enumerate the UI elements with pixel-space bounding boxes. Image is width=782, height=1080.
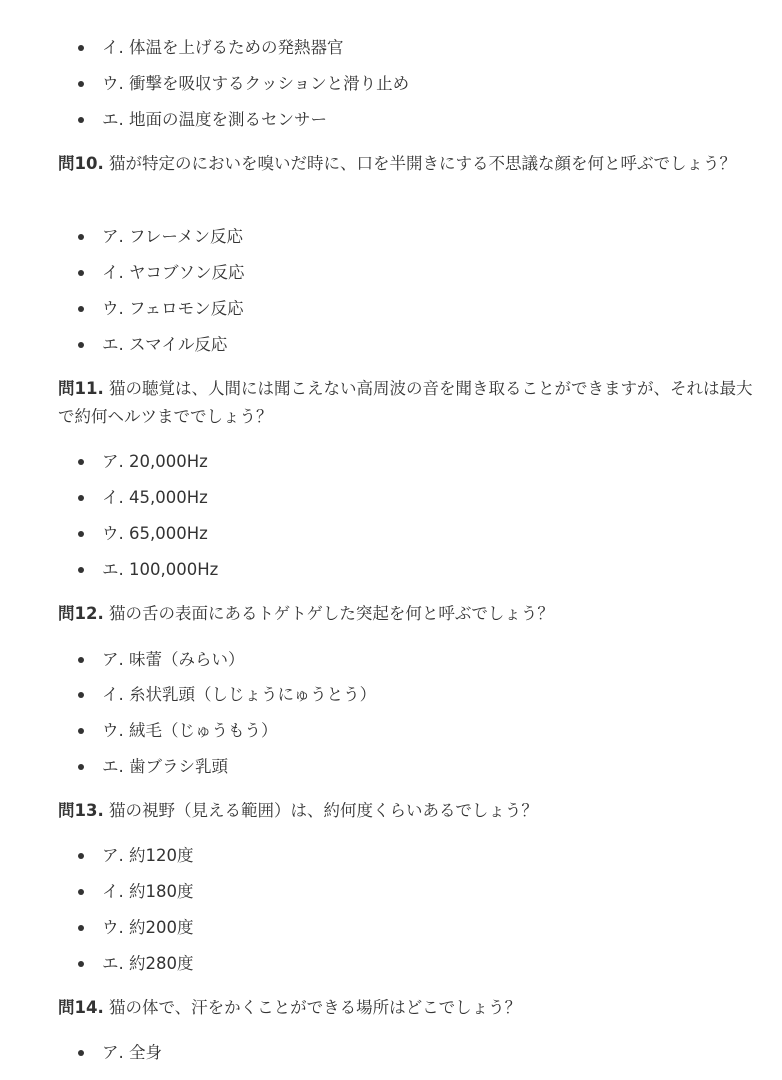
option-text: エ. 地面の温度を測るセンサー <box>102 110 327 129</box>
option-text: イ. ヤコブソン反応 <box>102 263 245 282</box>
bullet-dot <box>78 342 84 348</box>
bullet-dot <box>78 531 84 537</box>
bullet-dot <box>78 1050 84 1056</box>
option-text: イ. 45,000Hz <box>102 488 208 507</box>
bullet-dot <box>78 45 84 51</box>
option-text: ウ. 65,000Hz <box>102 524 208 543</box>
bullet-dot <box>78 764 84 770</box>
question-number: 問14. <box>58 998 104 1017</box>
option-text: ア. 味蕾（みらい） <box>102 650 245 669</box>
question-10 <box>58 150 758 178</box>
bullet-dot <box>78 117 84 123</box>
bullet-dot <box>78 306 84 312</box>
bullet-dot <box>78 889 84 895</box>
option-text: エ. 100,000Hz <box>102 560 219 579</box>
bullet-dot <box>78 853 84 859</box>
question-14 <box>58 994 758 1022</box>
bullet-dot <box>78 728 84 734</box>
bullet-dot <box>78 692 84 698</box>
bullet-dot <box>78 459 84 465</box>
bullet-dot <box>78 961 84 967</box>
option-text: ウ. 絨毛（じゅうもう） <box>102 721 278 740</box>
bullet-dot <box>78 925 84 931</box>
option-text: エ. スマイル反応 <box>102 335 228 354</box>
question-number: 問13. <box>58 801 104 820</box>
bullet-dot <box>78 270 84 276</box>
question-text: 猫が特定のにおいを嗅いだ時に、口を半開きにする不思議な顔を何と呼ぶでしょう？ <box>103 154 736 173</box>
bullet-dot <box>78 234 84 240</box>
question-text: 猫の体で、汗をかくことができる場所はどこでしょう？ <box>103 998 522 1017</box>
bullet-dot <box>78 495 84 501</box>
question-text: 猫の舌の表面にあるトゲトゲした突起を何と呼ぶでしょう？ <box>103 604 554 623</box>
option-text: エ. 歯ブラシ乳頭 <box>102 757 228 776</box>
option-text: ウ. 約200度 <box>102 918 194 937</box>
question-number: 問11. <box>58 379 104 398</box>
option-text: エ. 約280度 <box>102 954 194 973</box>
bullet-dot <box>78 567 84 573</box>
question-number: 問12. <box>58 604 104 623</box>
option-text: ア. 全身 <box>102 1043 162 1062</box>
question-text: 猫の聴覚は、人間には聞こえない高周波の音を聞き取ることができますが、それは最大で約何ヘルツまででしょう？ <box>58 379 753 426</box>
option-text: ア. フレーメン反応 <box>102 227 244 246</box>
question-12 <box>58 600 758 628</box>
option-text: ア. 約120度 <box>102 846 194 865</box>
bullet-dot <box>78 657 84 663</box>
option-text: ウ. フェロモン反応 <box>102 299 244 318</box>
question-number: 問10. <box>58 154 104 173</box>
question-11 <box>58 375 758 431</box>
option-text: ウ. 衝撃を吸収するクッションと滑り止め <box>102 74 410 93</box>
bullet-dot <box>78 81 84 87</box>
question-text: 猫の視野（見える範囲）は、約何度くらいあるでしょう？ <box>103 801 538 820</box>
option-text: イ. 体温を上げるための発熱器官 <box>102 38 344 57</box>
option-text: イ. 約180度 <box>102 882 194 901</box>
option-text: イ. 糸状乳頭（しじょうにゅうとう） <box>102 685 377 704</box>
option-text: ア. 20,000Hz <box>102 452 208 471</box>
question-13 <box>58 797 758 825</box>
